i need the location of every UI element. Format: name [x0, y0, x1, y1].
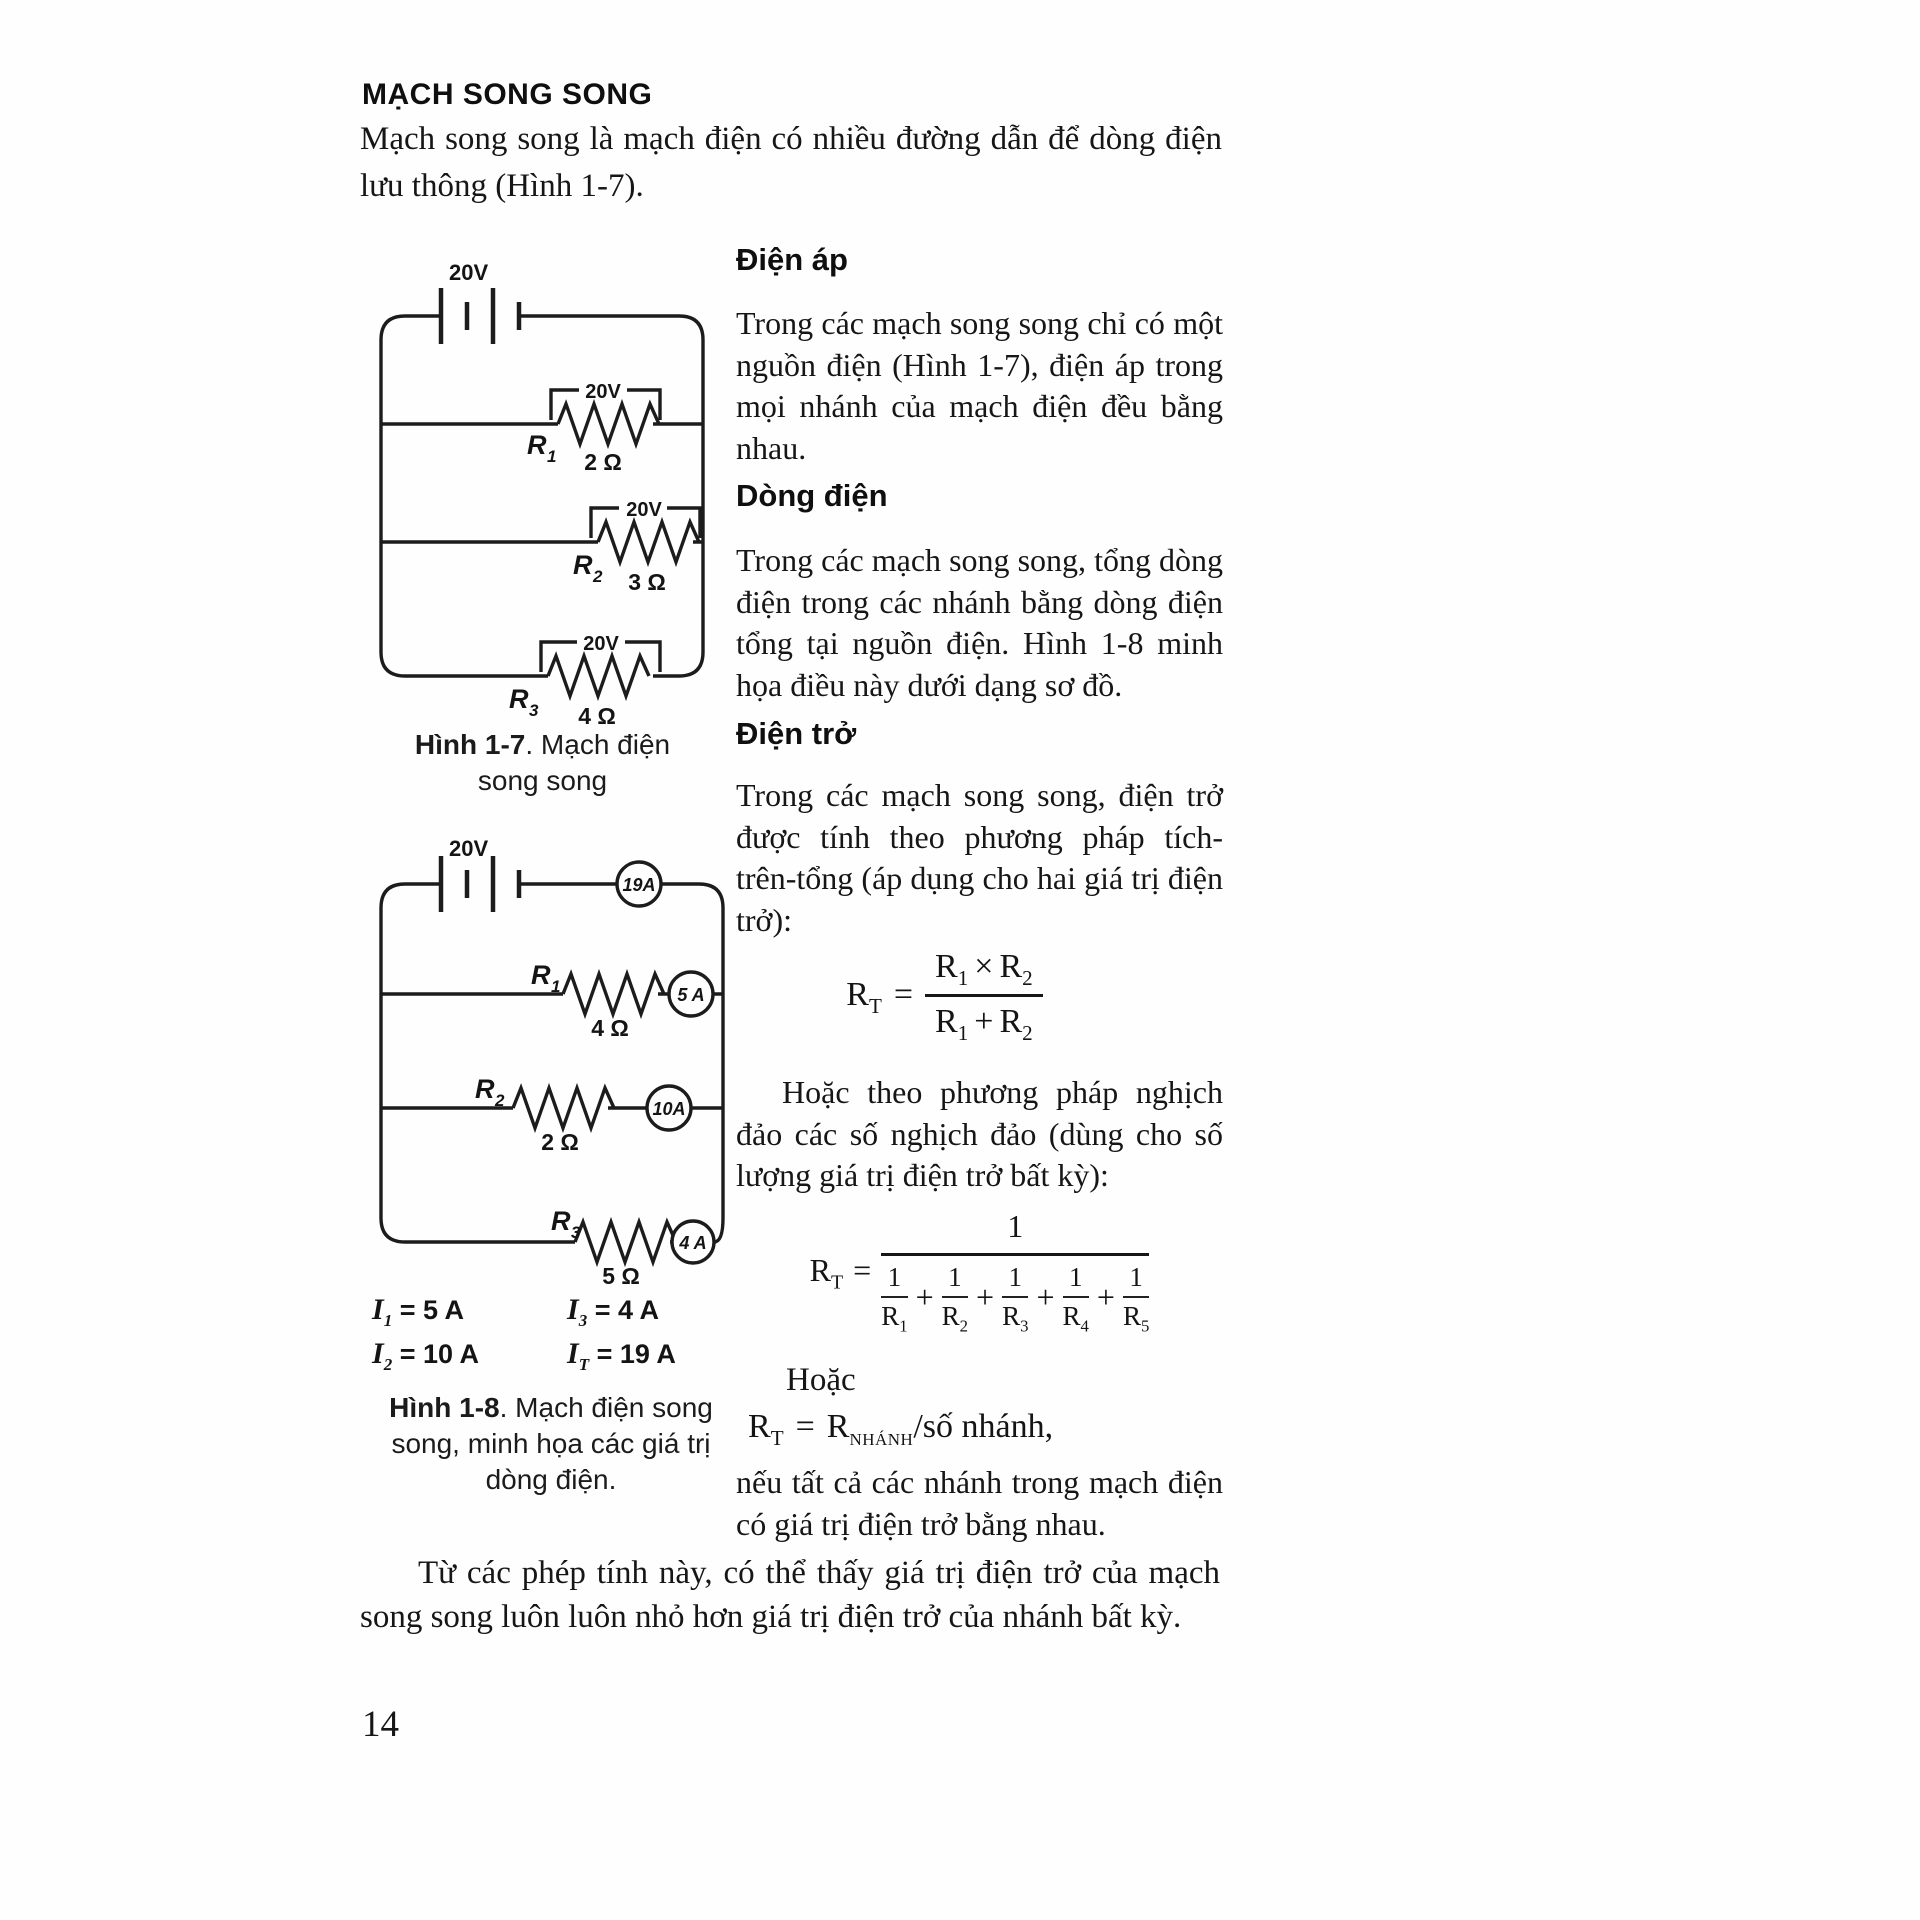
term-2: $\frac{1}{R_2}$: [941, 1262, 969, 1336]
fraction-numerator: 1: [881, 1208, 1149, 1256]
plus-sign: +: [976, 1278, 995, 1315]
ammeter-icons: [617, 862, 714, 1263]
r-total-symbol: $R_T$: [846, 975, 882, 1018]
equal-branches-note: nếu tất cả các nhánh trong mạch điện có giá trị điện trở bằng nhau.: [736, 1464, 1223, 1542]
figure-1-7-caption: [365, 727, 720, 799]
branch1-ammeter-reading: 5 A: [677, 985, 705, 1005]
resistor3-ohms: 5 Ω: [602, 1263, 640, 1289]
circuit-wires: [381, 884, 723, 1242]
parallel-circuit-with-ammeters-diagram: [363, 836, 738, 1296]
term-4: $\frac{1}{R_4}$: [1062, 1262, 1089, 1336]
formula-product-over-sum: [736, 948, 1223, 1045]
current-heading: Dòng điện: [736, 478, 888, 513]
resistor2-ohms: 3 Ω: [628, 569, 666, 595]
resistor2-label: R: [475, 1074, 495, 1104]
resistance-heading: Điện trở: [736, 716, 857, 751]
resistor3-ohms: 4 Ω: [578, 703, 616, 728]
page-title: MẠCH SONG SONG: [362, 78, 653, 111]
term-5: $\frac{1}{R_5}$: [1122, 1262, 1150, 1336]
figure-1-8-label: Hình 1-8: [389, 1392, 500, 1423]
branch3-ammeter-reading: 4 A: [679, 1233, 707, 1253]
fraction-denominator: $R_1 + R_2$: [935, 1003, 1033, 1045]
fraction: [881, 1208, 1150, 1336]
equals-sign: =: [893, 975, 914, 1013]
resistor2-ohms: 2 Ω: [541, 1129, 579, 1155]
resistor3-label: R: [551, 1206, 571, 1236]
equals-sign: =: [853, 1251, 872, 1288]
total-ammeter-reading: 19A: [622, 875, 656, 895]
resistance-paragraph: Trong các mạch song song, điện trở được tính theo phương pháp tích-trên-tổng (áp dụng cho hai giá trị điện trở):: [736, 777, 1223, 938]
current-value-i2: $I_2 = 10$ A: [372, 1337, 480, 1374]
formula-equal-branches: [736, 1408, 1223, 1450]
intro-paragraph: Mạch song song là mạch điện có nhiều đường dẫn để dòng điện lưu thông (Hình 1-7).: [360, 121, 1222, 204]
branch2-voltage-label: 20V: [626, 499, 662, 521]
fraction-denominator: [881, 1256, 1150, 1336]
reciprocal-method-paragraph: Hoặc theo phương pháp nghịch đảo các số nghịch đảo (dùng cho số lượng giá trị điện trở bất kỳ):: [736, 1074, 1223, 1194]
closing-paragraph: Từ các phép tính này, có thể thấy giá trị điện trở của mạch song song luôn luôn nhỏ hơn giá trị điện trở của nhánh bất kỳ.: [360, 1555, 1220, 1635]
r-total-symbol: $R_T$: [748, 1408, 784, 1450]
circuit-wires: [381, 316, 703, 676]
current-paragraph: Trong các mạch song song, tổng dòng điện trong các nhánh bằng dòng điện tổng tại nguồn điện. Hình 1-8 minh họa điều này dưới dạng sơ đồ.: [736, 542, 1223, 703]
formula-reciprocal: [736, 1208, 1223, 1336]
resistor2-label: R: [573, 550, 593, 580]
figure-1-8-caption-text: . Mạch điện song song, minh họa các giá trị dòng điện.: [391, 1392, 713, 1495]
figure-1-8-caption: [362, 1390, 740, 1497]
r-total-symbol: $R_T$: [809, 1251, 844, 1293]
resistor1-ohms: 4 Ω: [591, 1015, 629, 1041]
or-word: Hoặc: [786, 1362, 856, 1398]
resistor1-subscript: 1: [551, 977, 561, 996]
voltmeter-brackets: [541, 390, 700, 672]
current-value-i1: $I_1 = 5$ A: [372, 1293, 464, 1330]
current-values-list: [372, 1293, 742, 1381]
plus-sign: +: [1036, 1278, 1055, 1315]
fraction: [925, 948, 1043, 1045]
branch3-voltage-label: 20V: [583, 633, 619, 655]
battery-icon: [441, 856, 519, 912]
plus-sign: +: [915, 1278, 934, 1315]
source-voltage-label: 20V: [449, 260, 489, 285]
figure-1-7: [363, 258, 718, 733]
plus-sign: +: [1096, 1278, 1115, 1315]
resistor1-subscript: 1: [547, 447, 557, 466]
resistor2-subscript: 2: [495, 1091, 505, 1110]
figure-1-7-caption-text: . Mạch điện song song: [477, 729, 671, 796]
page-number: 14: [362, 1704, 399, 1745]
resistor1-ohms: 2 Ω: [584, 449, 622, 475]
resistor3-subscript: 3: [571, 1223, 581, 1242]
resistor1-label: R: [527, 430, 547, 460]
resistor2-subscript: 2: [593, 567, 603, 586]
branch2-ammeter-reading: 10A: [652, 1099, 686, 1119]
current-value-it: $I_T = 19$ A: [567, 1337, 676, 1374]
resistor3-subscript: 3: [529, 701, 539, 720]
source-voltage-label: 20V: [449, 836, 489, 861]
voltage-heading: Điện áp: [736, 242, 848, 277]
current-value-i3: $I_3 = 4$ A: [567, 1293, 659, 1330]
fraction-numerator: $R_1 \times R_2$: [925, 948, 1043, 997]
r-branch-symbol: $R_{NHÁNH}/số$ nhánh,: [826, 1408, 1054, 1449]
parallel-circuit-diagram: [363, 258, 718, 728]
figure-1-7-label: Hình 1-7: [414, 729, 526, 760]
equals-sign: =: [795, 1408, 815, 1445]
resistor-zigzag-icons: [548, 404, 699, 696]
term-1: 1 $R_1$: [881, 1262, 908, 1336]
resistor1-label: R: [531, 960, 551, 990]
branch1-voltage-label: 20V: [585, 381, 621, 403]
voltage-paragraph: Trong các mạch song song chỉ có một nguồn điện (Hình 1-7), điện áp trong mọi nhánh của mạch điện đều bằng nhau.: [736, 305, 1223, 466]
term-3: $\frac{1}{R_3}$: [1002, 1262, 1029, 1336]
figure-1-8: [363, 836, 738, 1301]
battery-icon: [441, 288, 519, 344]
resistor3-label: R: [509, 684, 529, 714]
